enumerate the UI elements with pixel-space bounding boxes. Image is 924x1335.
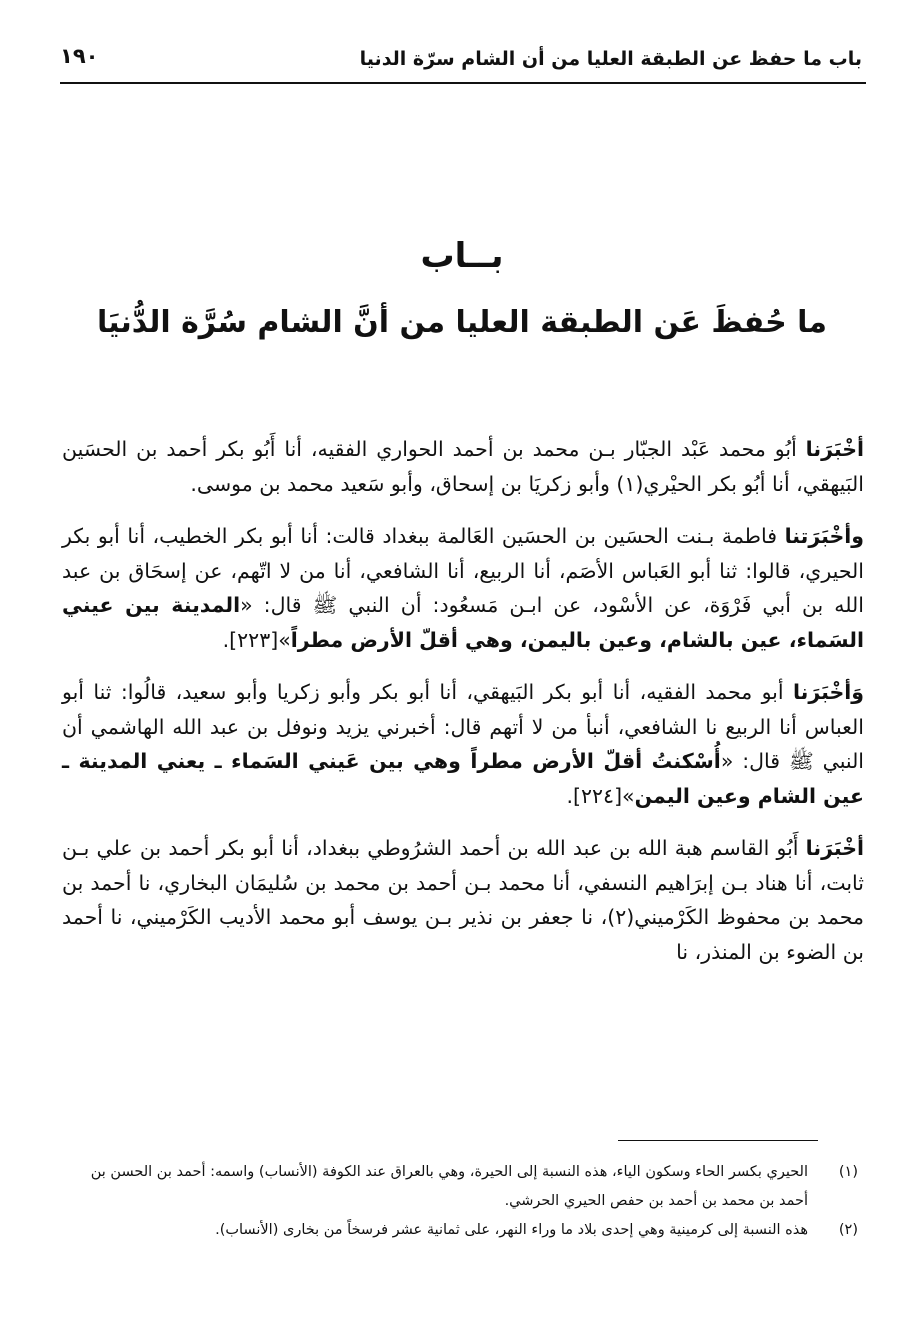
paragraph-lead: أخْبَرَنا (805, 836, 864, 860)
page-number: ١٩٠ (60, 44, 99, 68)
paragraph (62, 519, 864, 657)
footnotes (62, 1158, 858, 1245)
paragraph-body: أبُو محمد عَبْد الجبّار بـن محمد بن أحمد الحواري الفقيه، أنا أَبُو بكر أحمد بن الحسَين البَيهقي، أنا أبُو بكر الحيْري(١) وأبو زكريَا بن إسحاق، وأبو سَعيد محمد بن موسى. (62, 437, 864, 496)
main-text (62, 432, 864, 987)
hadith-quote: المدينة بين عيني السَماء، عين بالشام، وعين باليمن، وهي أقلّ الأرض مطراً (62, 593, 864, 652)
hadith-quote: أُسْكنتُ أقلّ الأرض مطراً وهي بين عَيني السَماء ـ يعني المدينة ـ عين الشام وعين اليمن (62, 749, 864, 808)
paragraph-body: أَبُو القاسم هبة الله بن عبد الله بن أحمد الشرُوطي ببغداد، أنا أبو بكر أحمد بن علي بـن ثابت، أنا هناد بـن إبرَاهيم النسفي، أنا محمد بـن أحمد بن محمد بن سُليمَان البخاري، نا أحمد بن محمد بن محفوظ الكَرْميني(٢)، نا جعفر بن نذير بـن يوسف أبو محمد الأديب الكَرْميني، نا أحمد بن الضوء بن المنذر، نا (62, 836, 864, 964)
footnote-text: هذه النسبة إلى كرمينية وهي إحدى بلاد ما وراء النهر، على ثمانية عشر فرسخاً من بخارى (الأنساب). (215, 1222, 808, 1238)
chapter-title: ما حُفظَ عَن الطبقة العليا من أنَّ الشام سُرَّة الدُّنيَا (96, 305, 828, 340)
footnote-text: الحيري بكسر الحاء وسكون الياء، هذه النسبة إلى الحيرة، وهي بالعراق عند الكوفة (الأنساب) واسمه: أحمد بن الحسن بن أحمد بن محمد بن أحمد بن حفص الحيري الحرشي. (90, 1164, 808, 1209)
footnote (62, 1216, 858, 1245)
footnote (62, 1158, 858, 1216)
hadith-reference: »[٢٢٤]. (566, 783, 635, 808)
running-header-title: باب ما حفظ عن الطبقة العليا من أن الشام سرّة الدنيا (359, 48, 862, 70)
footnote-mark: (٢) (838, 1222, 858, 1238)
paragraph-body: فاطمة بـنت الحسَين بن الحسَين العَالمة ببغداد قالت: أنا أبو بكر الخطيب، أنا أبو بكر الحيري، قالوا: ثنا أبو العَباس الأصَم، أنا الربيع، أنا الشافعي، أنا من لا اتّهم، عن إسحَاق بن عبد الله بن أبي فَرْوَة، عن الأسْود، عن ابـن مَسعُود: أن النبي ﷺ قال: « (62, 524, 865, 617)
footnote-mark: (١) (838, 1164, 858, 1180)
paragraph-lead: وأخْبَرَتنا (784, 524, 864, 548)
paragraph (62, 831, 864, 969)
chapter-label: بــاب (420, 236, 504, 276)
running-header (60, 40, 866, 84)
paragraph-lead: وَأخْبَرَنا (792, 680, 864, 704)
footnote-separator (618, 1140, 818, 1141)
paragraph (62, 675, 864, 813)
paragraph-body: أبو محمد الفقيه، أنا أبو بكر البَيهقي، أنا أبو بكر وأبو زكريا وأبو سعيد، قالُوا: ثنا أبو العباس أنا الربيع نا الشافعي، أنبأ من لا أتهم قال: أخبرني يزيد ونوفل بن عبد الله الهاشمي أن النبي ﷺ قال: « (62, 680, 865, 773)
paragraph-lead: أخْبَرَنا (805, 437, 864, 461)
hadith-reference: »[٢٢٣]. (222, 627, 291, 652)
paragraph (62, 432, 864, 501)
